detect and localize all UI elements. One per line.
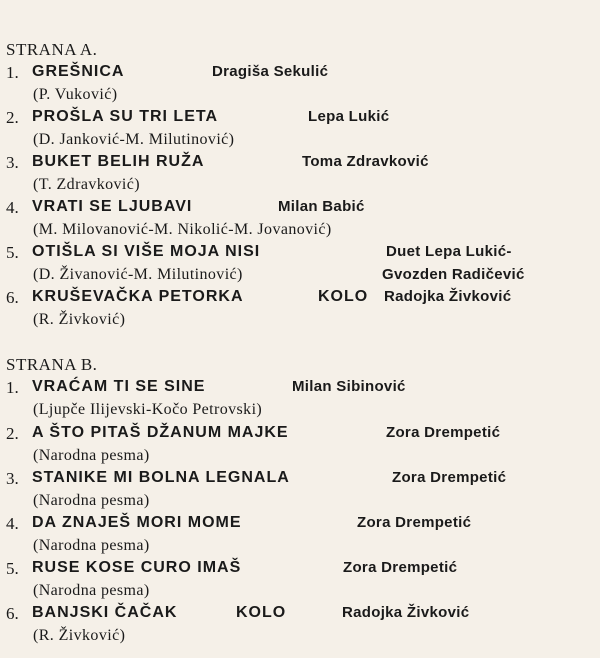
track-title: RUSE KOSE CURO IMAŠ xyxy=(32,559,242,576)
track-number: 6. xyxy=(6,604,19,623)
track-number: 2. xyxy=(6,424,19,443)
track-title: STANIKE MI BOLNA LEGNALA xyxy=(32,469,290,486)
track-number: 3. xyxy=(6,153,19,172)
track-credit: (D. Živanović-M. Milutinović) xyxy=(33,266,243,283)
track-credit: (Narodna pesma) xyxy=(33,537,150,554)
track-title: OTIŠLA SI VIŠE MOJA NISI xyxy=(32,243,261,260)
side-b-heading: STRANA B. xyxy=(6,355,98,374)
track-title: DA ZNAJEŠ MORI MOME xyxy=(32,514,242,531)
track-performer: Dragiša Sekulić xyxy=(212,63,329,80)
track-performer: Lepa Lukić xyxy=(308,108,390,125)
track-performer: Toma Zdravković xyxy=(302,153,429,170)
track-title: PROŠLA SU TRI LETA xyxy=(32,108,218,125)
track-performer: Zora Drempetić xyxy=(357,514,472,531)
track-title: BUKET BELIH RUŽA xyxy=(32,153,205,170)
track-credit: (Narodna pesma) xyxy=(33,447,150,464)
track-title: A ŠTO PITAŠ DŽANUM MAJKE xyxy=(32,424,289,441)
track-credit: (R. Živković) xyxy=(33,627,126,644)
track-performer: Milan Sibinović xyxy=(292,378,406,395)
track-performer: Zora Drempetić xyxy=(343,559,458,576)
track-performer: Zora Drempetić xyxy=(392,469,507,486)
track-number: 3. xyxy=(6,469,19,488)
track-performer: Milan Babić xyxy=(278,198,365,215)
track-title: BANJSKI ČAČAK xyxy=(32,604,178,621)
track-credit: (Narodna pesma) xyxy=(33,492,150,509)
track-title: VRAĆAM TI SE SINE xyxy=(32,378,206,395)
track-number: 4. xyxy=(6,514,19,533)
track-number: 5. xyxy=(6,243,19,262)
track-credit: (M. Milovanović-M. Nikolić-M. Jovanović) xyxy=(33,221,332,238)
track-credit: (D. Janković-M. Milutinović) xyxy=(33,131,235,148)
track-credit: (Narodna pesma) xyxy=(33,582,150,599)
track-number: 1. xyxy=(6,63,19,82)
track-credit: (R. Živković) xyxy=(33,311,126,328)
track-kolo-label: KOLO xyxy=(236,604,287,621)
track-performer: Zora Drempetić xyxy=(386,424,501,441)
track-number: 4. xyxy=(6,198,19,217)
track-performer-line2: Gvozden Radičević xyxy=(382,266,525,283)
track-kolo-label: KOLO xyxy=(318,288,369,305)
track-number: 6. xyxy=(6,288,19,307)
track-credit: (P. Vuković) xyxy=(33,86,118,103)
track-performer: Radojka Živković xyxy=(384,288,512,305)
track-title: KRUŠEVAČKA PETORKA xyxy=(32,288,244,305)
track-number: 5. xyxy=(6,559,19,578)
track-performer: Radojka Živković xyxy=(342,604,470,621)
track-performer: Duet Lepa Lukić- xyxy=(386,243,512,260)
track-number: 1. xyxy=(6,378,19,397)
side-a-heading: STRANA A. xyxy=(6,40,98,59)
track-credit: (T. Zdravković) xyxy=(33,176,140,193)
track-number: 2. xyxy=(6,108,19,127)
track-title: VRATI SE LJUBAVI xyxy=(32,198,193,215)
track-title: GREŠNICA xyxy=(32,63,125,80)
track-credit: (Ljupče Ilijevski-Kočo Petrovski) xyxy=(33,401,263,418)
